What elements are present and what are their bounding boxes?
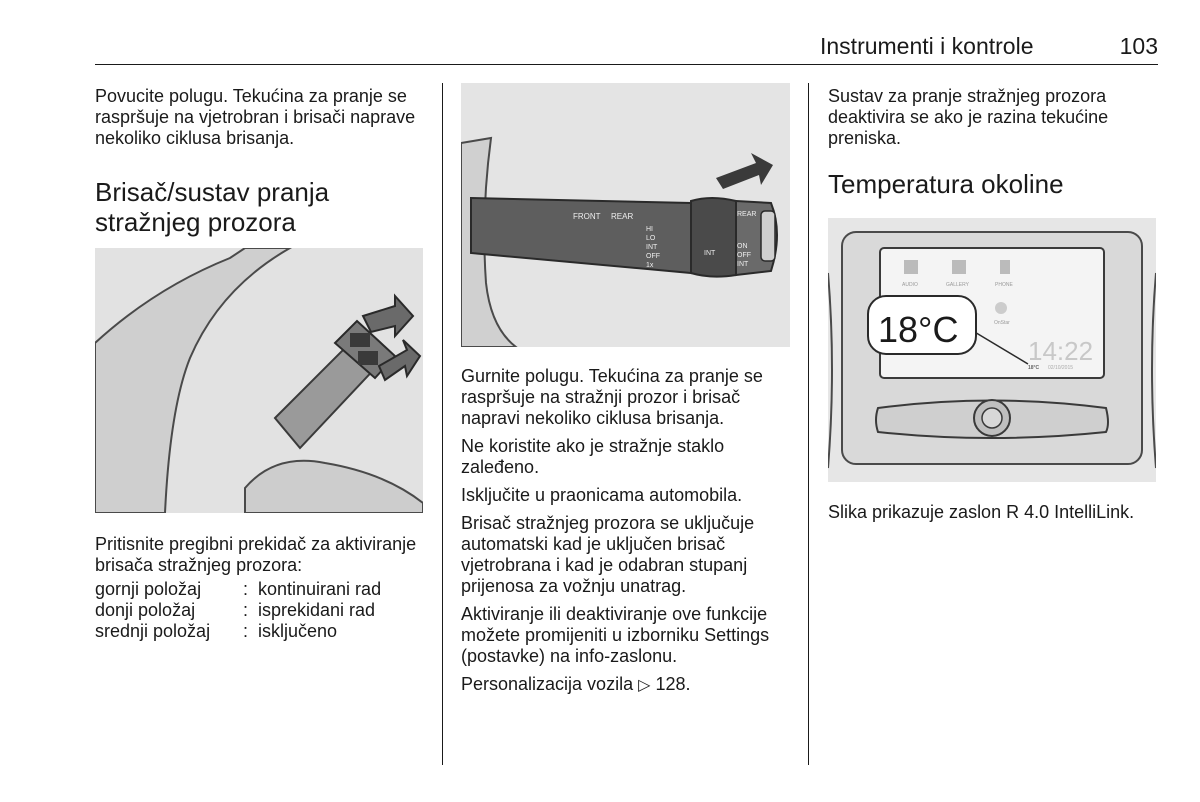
label-int: INT	[646, 244, 658, 251]
position-value: isključeno	[258, 621, 338, 641]
table-row	[95, 579, 381, 600]
position-label: gornji položaj	[95, 579, 202, 599]
figure-wiper-lever-push	[461, 83, 790, 347]
label-hi: HI	[646, 226, 653, 233]
display-icon-audio: AUDIO	[902, 282, 918, 288]
col2-paragraph-1: Gurnite polugu. Tekućina za pranje se raspršuje na stražnji prozor i brisač napravi nekoliko ciklusa brisanja.	[461, 366, 763, 428]
table-row	[95, 621, 381, 642]
table-row	[95, 600, 381, 621]
figure-rear-wiper-stalk	[95, 248, 423, 513]
section-heading-rear-wiper	[95, 177, 430, 237]
figure-ambient-temperature-display	[828, 218, 1156, 482]
label-rear-ring: REAR	[737, 211, 757, 218]
heading-line-2: stražnjeg prozora	[95, 207, 296, 237]
label-off-ring: OFF	[737, 252, 751, 259]
col2-paragraph-3: Isključite u praonicama automobila.	[461, 485, 743, 505]
col2-paragraph-2: Ne koristite ako je stražnje staklo zaleđeno.	[461, 436, 725, 477]
header-rule	[95, 64, 1158, 65]
page-number: 103	[1119, 33, 1158, 59]
position-separator: :	[243, 621, 249, 641]
section-heading-ambient-temperature: Temperatura okoline	[828, 169, 1064, 199]
label-1x: 1x	[646, 262, 654, 269]
position-label: donji položaj	[95, 600, 196, 620]
label-int-knob: INT	[704, 250, 716, 257]
column-3	[828, 86, 1158, 199]
position-value: isprekidani rad	[258, 600, 376, 620]
stalk-illustration	[95, 248, 423, 513]
display-small-temp: 18°C	[1028, 365, 1040, 371]
position-label: srednji položaj	[95, 621, 211, 641]
running-header-title: Instrumenti i kontrole	[820, 33, 1034, 59]
col3-intro-paragraph: Sustav za pranje stražnjeg prozora deaktivira se ako je razina tekućine preniska.	[828, 86, 1109, 148]
column-3-lower	[828, 502, 1158, 530]
column-divider-2	[808, 83, 809, 765]
position-value: kontinuirani rad	[258, 579, 382, 599]
column-1-lower	[95, 534, 430, 642]
label-rear: REAR	[611, 212, 634, 221]
label-int-ring: INT	[737, 261, 749, 268]
cross-reference-text: Personalizacija vozila	[461, 674, 634, 694]
position-separator: :	[243, 579, 249, 599]
col2-paragraph-4: Brisač stražnjeg prozora se uključuje automatski kad je uključen brisač vjetrobrana i kad je odabran stupanj prijenosa za vožnju unatrag.	[461, 513, 755, 596]
col2-paragraph-6	[461, 674, 796, 696]
page-reference-arrow-icon: ▷	[638, 677, 651, 694]
position-separator: :	[243, 600, 249, 620]
col1-after-figure-paragraph: Pritisnite pregibni prekidač za aktiviranje brisača stražnjeg prozora:	[95, 534, 417, 575]
lever-illustration	[461, 83, 790, 347]
callout-temperature: 18°C	[878, 309, 959, 350]
col1-intro-paragraph: Povucite polugu. Tekućina za pranje se raspršuje na vjetrobran i brisači naprave nekoliko ciklusa brisanja.	[95, 86, 416, 148]
figure-caption: Slika prikazuje zaslon R 4.0 IntelliLink.	[828, 502, 1135, 522]
rear-wiper-positions-table	[95, 579, 381, 642]
display-illustration	[828, 218, 1156, 482]
col2-paragraph-5: Aktiviranje ili deaktiviranje ove funkcije možete promijeniti u izborniku Settings (postavke) na info-zaslonu.	[461, 604, 770, 666]
column-divider-1	[442, 83, 443, 765]
label-on: ON	[737, 243, 748, 250]
column-1	[95, 86, 430, 237]
display-clock: 14:22	[1028, 336, 1094, 366]
label-off: OFF	[646, 253, 660, 260]
heading-line-1: Brisač/sustav pranja	[95, 177, 330, 207]
label-lo: LO	[646, 235, 656, 242]
label-front: FRONT	[573, 212, 601, 221]
display-date: 02/10/2015	[1048, 365, 1074, 371]
column-2	[461, 366, 796, 703]
display-icon-gallery: GALLERY	[946, 282, 969, 288]
cross-reference-page[interactable]: 128.	[655, 674, 691, 694]
display-icon-onstar: OnStar	[994, 320, 1010, 326]
display-icon-phone: PHONE	[995, 282, 1013, 288]
